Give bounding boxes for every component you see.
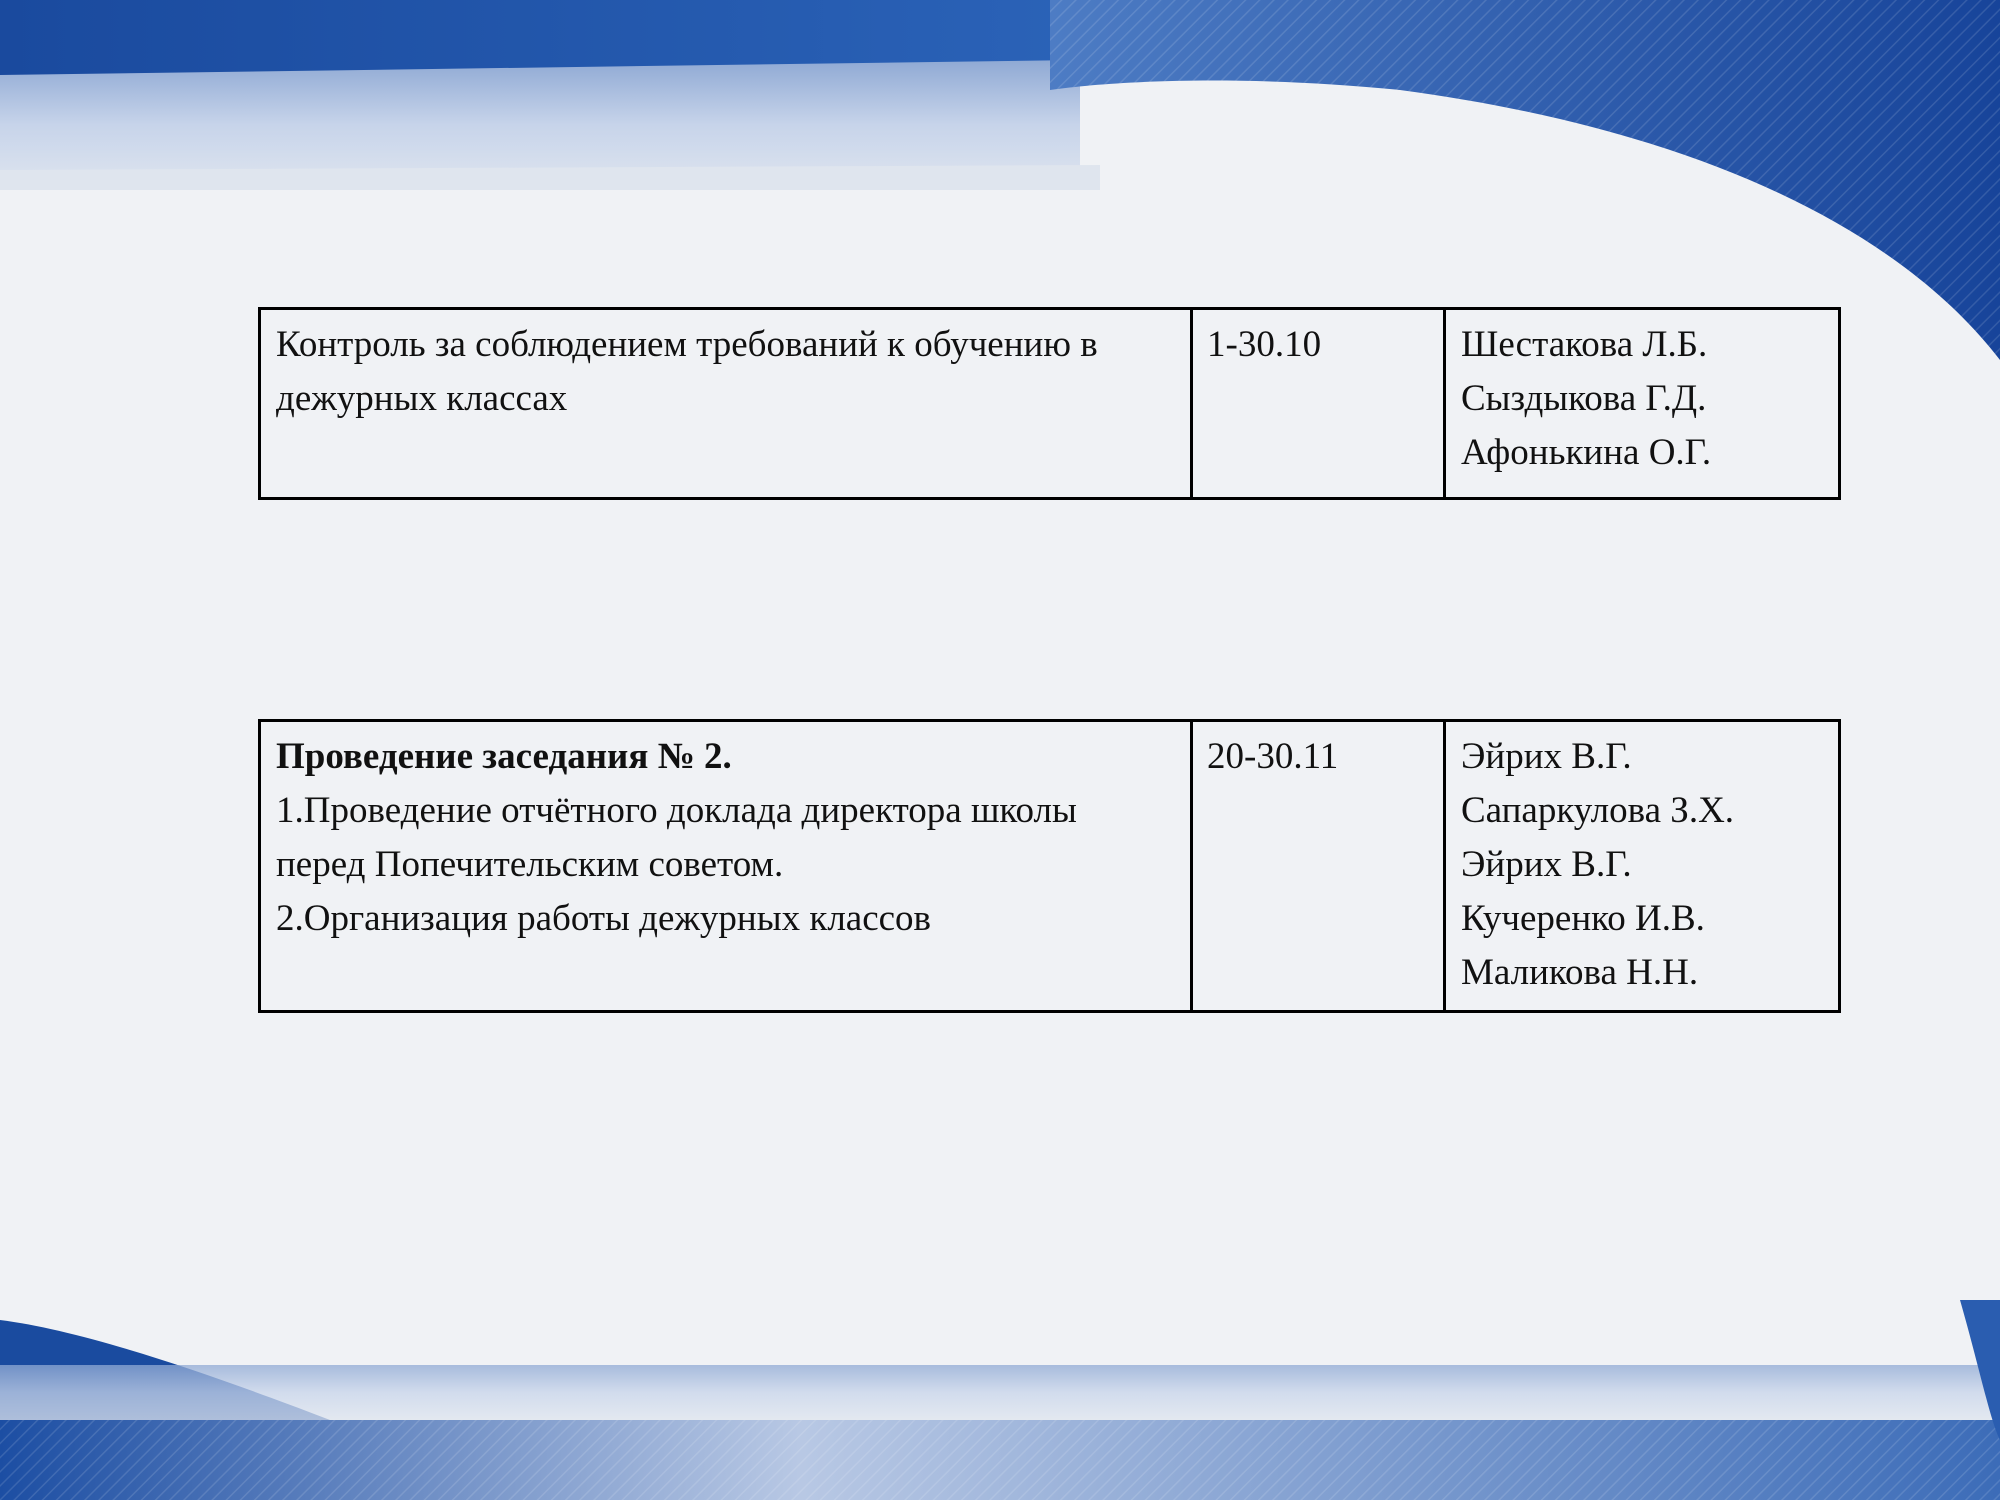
date-cell: [1192, 309, 1445, 499]
responsible-cell: [1445, 721, 1840, 1012]
responsible-person: Эйрих В.Г.: [1461, 736, 1632, 777]
responsible-person: Сыздыкова Г.Д.: [1461, 378, 1707, 419]
date-text: 1-30.10: [1207, 324, 1322, 365]
plan-table-1: [258, 307, 1841, 500]
task-line: Контроль за соблюдением требований к обучению в: [276, 324, 1098, 365]
plan-table-2: [258, 719, 1841, 1013]
task-line: перед Попечительским советом.: [276, 844, 784, 885]
responsible-person: Шестакова Л.Б.: [1461, 324, 1708, 365]
responsible-person: Эйрих В.Г.: [1461, 844, 1632, 885]
task-line: дежурных классах: [276, 378, 568, 419]
date-text: 20-30.11: [1207, 736, 1339, 777]
responsible-person: Кучеренко И.В.: [1461, 898, 1705, 939]
task-heading: Проведение заседания № 2.: [276, 736, 732, 777]
responsible-person: Афонькина О.Г.: [1461, 432, 1712, 473]
responsible-cell: [1445, 309, 1840, 499]
task-line: 1.Проведение отчётного доклада директора школы: [276, 790, 1077, 831]
responsible-person: Маликова Н.Н.: [1461, 952, 1699, 993]
responsible-person: Сапаркулова З.Х.: [1461, 790, 1735, 831]
date-cell: [1192, 721, 1445, 1012]
task-cell: [260, 721, 1192, 1012]
table-row: [260, 721, 1840, 1012]
task-cell: [260, 309, 1192, 499]
table-row: [260, 309, 1840, 499]
task-line: 2.Организация работы дежурных классов: [276, 898, 932, 939]
